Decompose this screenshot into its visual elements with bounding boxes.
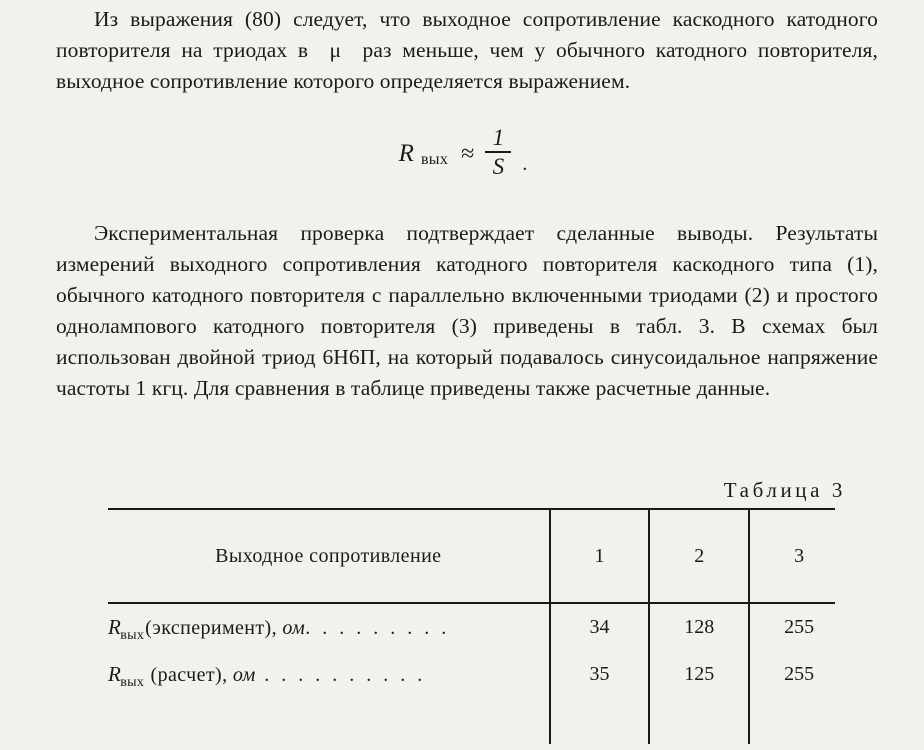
table-trailing-label-cell [108,698,550,744]
formula-numerator: 1 [492,125,505,150]
table-3 [108,508,848,744]
table-header-row [108,510,848,602]
row-2-r-symbol: R [108,662,122,686]
table-row-1-value-1: 34 [550,604,650,651]
table-row-1-label [108,604,550,651]
formula-fraction [485,126,511,178]
table-header-col-3: 3 [749,510,848,602]
row-2-leader-dots: . . . . . . . . . . [255,664,426,686]
table-trailing-cell-2 [649,698,749,744]
table-row-2-value-3: 255 [749,651,848,698]
formula-denominator: S [492,154,505,179]
table-row-2-value-2: 125 [649,651,749,698]
table-row-1-value-3: 255 [749,604,848,651]
row-1-r-symbol: R [108,615,122,639]
formula-expression [398,125,528,180]
row-1-r-subscript: вых [120,628,145,643]
table-row-1-value-2: 128 [649,604,749,651]
paragraph-1: Из выражения (80) следует, что выходное сопротивление каскодного катодного повторителя на триодах в μ раз меньше, чем у обычного катодного повторителя, выходное сопротивление которого определяется выражением. [56,7,878,93]
row-2-r-subscript: вых [120,675,145,690]
table-header-col-1: 1 [550,510,650,602]
table-trailing-row [108,698,848,744]
table-row [108,651,848,698]
row-1-unit: ом [282,617,306,639]
paragraph-2: Экспериментальная проверка подтверждает сделанные выводы. Результаты измерений выходного сопротивления катодного повторителя каскодного типа (1), обычного катодного повторителя с параллельно включенными триодами (2) и простого одноламповогo катодного повторителя (3) приведены в табл. 3. В схемах был использован двойной триод 6Н6П, на который подавалось синусоидальное напряжение частоты 1 кгц. Для сравнения в таблице приведены также расчетные данные. [56,221,878,400]
formula-relation: ≈ [461,140,475,167]
table-row-2-value-1: 35 [550,651,650,698]
table-body [108,510,848,602]
table-header-label: Выходное сопротивление [215,544,442,567]
table-data-rows [108,604,848,744]
row-1-label-rest: (эксперимент), [145,617,283,639]
formula-trailing-punctuation: . [522,153,528,175]
display-formula [0,125,924,180]
row-2-label-rest: (расчет), [145,664,233,686]
table-row [108,604,848,651]
row-2-unit: ом [232,664,256,686]
table-trailing-cell-3 [749,698,848,744]
table-trailing-cell-1 [550,698,650,744]
formula-r-symbol: R [398,140,414,167]
row-1-leader-dots: . . . . . . . . . [305,617,450,639]
formula-r-subscript: вых [420,151,449,168]
table-caption: Таблица 3 [723,478,846,502]
table-header-col-2: 2 [649,510,749,602]
table-row-2-label [108,651,550,698]
